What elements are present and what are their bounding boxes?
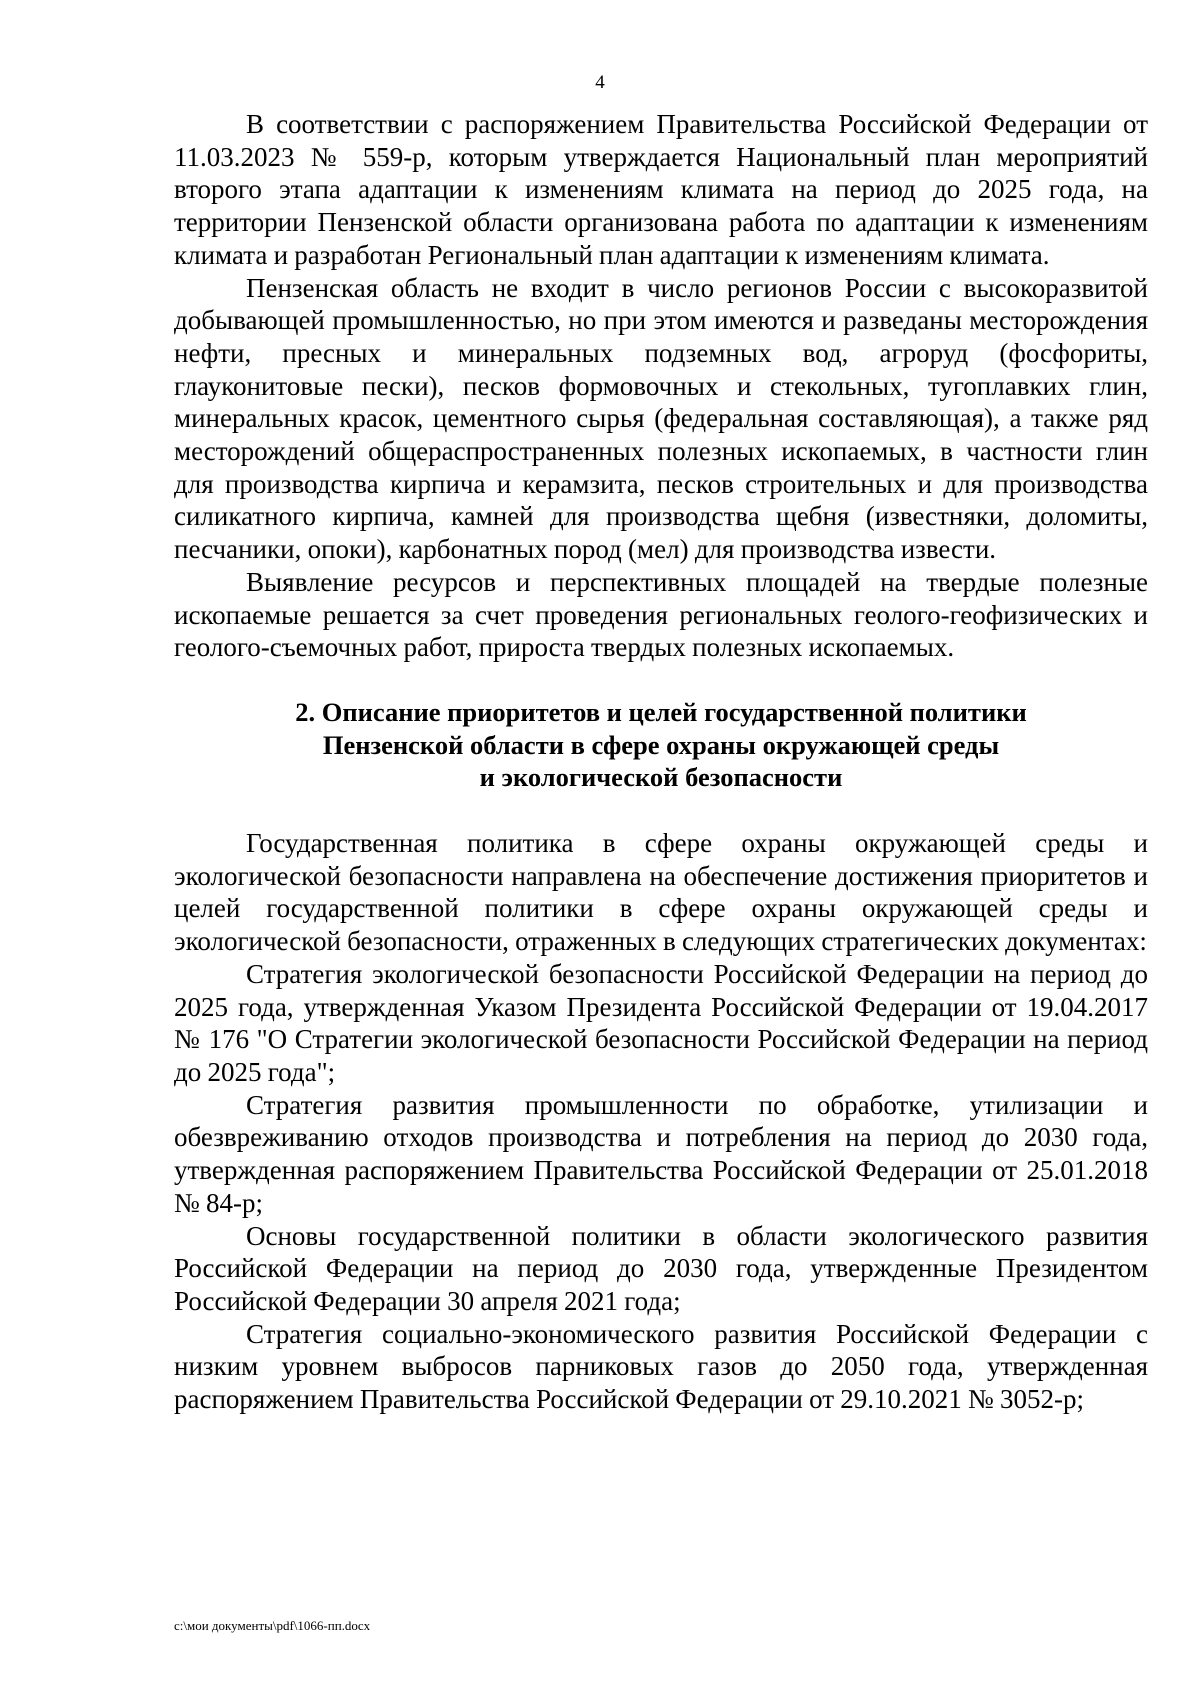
footer-file-path: c:\мои документы\pdf\1066-пп.docx: [174, 1618, 371, 1633]
page-number: 4: [595, 72, 605, 93]
paragraph-mineral-resources: Пензенская область не входит в число регионов России с высокоразвитой добывающей промышленностью, но при этом имеются и разведаны месторождения нефти, пресных и минеральных подземных вод, агроруд (фосфориты, глауконитовые пески), песков формовочных и стекольных, тугоплавких глин, минеральных красок, цементного сырья (федеральная составляющая), а также ряд месторождений общераспространенных полезных ископаемых, в частности глин для производства кирпича и керамзита, песков строительных и для производства силикатного кирпича, камней для производства щебня (известняки, доломиты, песчаники, опоки), карбонатных пород (мел) для производства извести.: [174, 272, 1148, 565]
paragraph-ecological-development-basics: Основы государственной политики в области экологического развития Российской Федерации на период до 2030 года, утвержденные Президентом Российской Федерации 30 апреля 2021 года;: [174, 1220, 1148, 1316]
paragraph-ecological-security-strategy: Стратегия экологической безопасности Российской Федерации на период до 2025 года, утвержденная Указом Президента Российской Федерации от 19.04.2017 № 176 "О Стратегии экологической безопасности Российской Федерации на период до 2025 года";: [174, 958, 1148, 1087]
paragraph-climate-adaptation: В соответствии с распоряжением Правительства Российской Федерации от 11.03.2023 № 559-р, которым утверждается Национальный план мероприятий второго этапа адаптации к изменениям климата на период до 2025 года, на территории Пензенской области организована работа по адаптации к изменениям климата и разработан Региональный план адаптации к изменениям климата.: [174, 109, 1148, 270]
section-heading-line-3: и экологической безопасности: [479, 762, 843, 793]
document-body: [174, 108, 1148, 1416]
section-heading-line-1: 2. Описание приоритетов и целей государственной политики: [295, 696, 1027, 727]
paragraph-state-policy: Государственная политика в сфере охраны окружающей среды и экологической безопасности направлена на обеспечение достижения приоритетов и целей государственной политики в сфере охраны окружающей среды и экологической безопасности, отраженных в следующих стратегических документах:: [174, 828, 1148, 957]
section-heading-line-2: Пензенской области в сфере охраны окружающей среды: [322, 729, 1000, 760]
paragraph-resource-identification: Выявление ресурсов и перспективных площадей на твердые полезные ископаемые решается за счет проведения региональных геолого-геофизических и геолого-съемочных работ, прироста твердых полезных ископаемых.: [174, 566, 1148, 663]
section-heading: [174, 696, 1148, 794]
paragraph-low-emission-strategy: Стратегия социально-экономического развития Российской Федерации с низким уровнем выбросов парниковых газов до 2050 года, утвержденная распоряжением Правительства Российской Федерации от 29.10.2021 № 3052-р;: [174, 1318, 1148, 1415]
paragraph-waste-industry-strategy: Стратегия развития промышленности по обработке, утилизации и обезвреживанию отходов производства и потребления на период до 2030 года, утвержденная распоряжением Правительства Российской Федерации от 25.01.2018 № 84-р;: [174, 1089, 1148, 1218]
